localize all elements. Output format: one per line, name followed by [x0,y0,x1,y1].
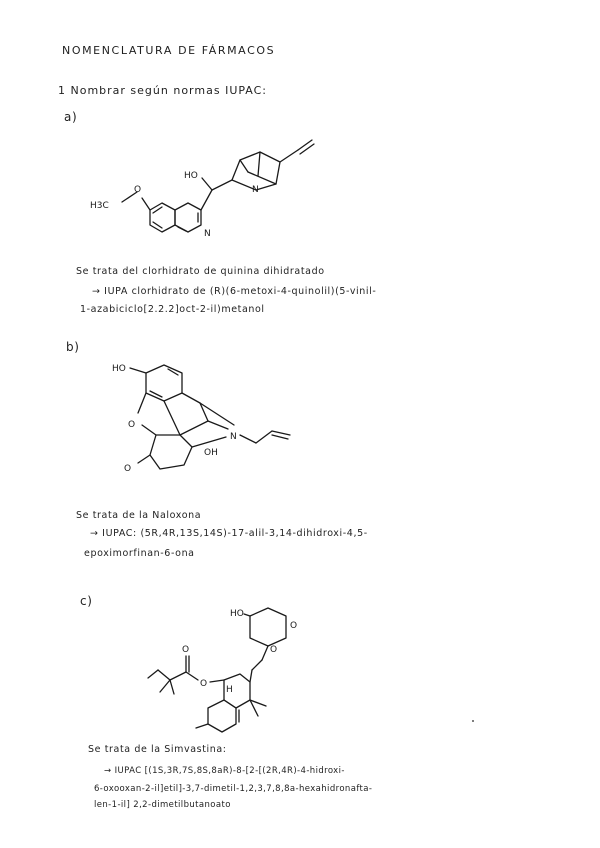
item-a-label: a) [64,110,78,124]
atom-label-h3c: H3C [90,201,109,211]
stray-mark [472,720,474,722]
atom-label-o: O [134,185,142,195]
naloxone-structure [100,355,320,485]
item-c-label: c) [80,594,93,608]
item-a-line-3: 1-azabiciclo[2.2.2]oct-2-il)metanol [80,304,265,315]
atom-label-ho: HO [184,171,198,181]
item-c-line-1: Se trata de la Simvastina: [88,744,227,755]
item-a-line-2: → IUPA clorhidrato de (R)(6-metoxi-4-quinolil)(5-vinil- [92,286,377,297]
page-title: NOMENCLATURA DE FÁRMACOS [62,44,276,57]
item-b-label: b) [66,340,80,354]
item-c-line-3: 6-oxooxan-2-il]etil]-3,7-dimetil-1,2,3,7,8,8a-hexahidronafta- [94,784,373,794]
atom-label-o-ester: O [200,679,208,689]
atom-label-n-quinuclidine: N [252,185,259,195]
atom-label-o-lactone-carbonyl: O [290,621,298,631]
instruction-text: 1 Nombrar según normas IUPAC: [58,84,268,97]
atom-label-h: H [226,685,233,695]
atom-label-ho: HO [112,364,126,374]
quinine-structure [80,110,360,260]
atom-label-o-ketone: O [124,464,132,474]
atom-label-ho: HO [230,609,244,619]
atom-label-o-ether: O [128,420,136,430]
item-b-line-1: Se trata de la Naloxona [76,510,202,521]
item-b-line-2: → IUPAC: (5R,4R,13S,14S)-17-alil-3,14-dihidroxi-4,5- [90,528,368,539]
atom-label-oh: OH [204,448,218,458]
atom-label-n-quinoline: N [204,229,211,239]
item-c-line-2: → IUPAC [(1S,3R,7S,8S,8aR)-8-[2-[(2R,4R)-4-hidroxi- [104,766,345,776]
atom-label-n: N [230,432,237,442]
atom-label-o-lactone-ring: O [270,645,278,655]
simvastatin-structure [140,600,340,735]
item-c-line-4: len-1-il] 2,2-dimetilbutanoato [94,800,231,810]
item-a-line-1: Se trata del clorhidrato de quinina dihidratado [76,266,325,277]
atom-label-o-carbonyl: O [182,645,190,655]
item-b-line-3: epoximorfinan-6-ona [84,548,195,559]
